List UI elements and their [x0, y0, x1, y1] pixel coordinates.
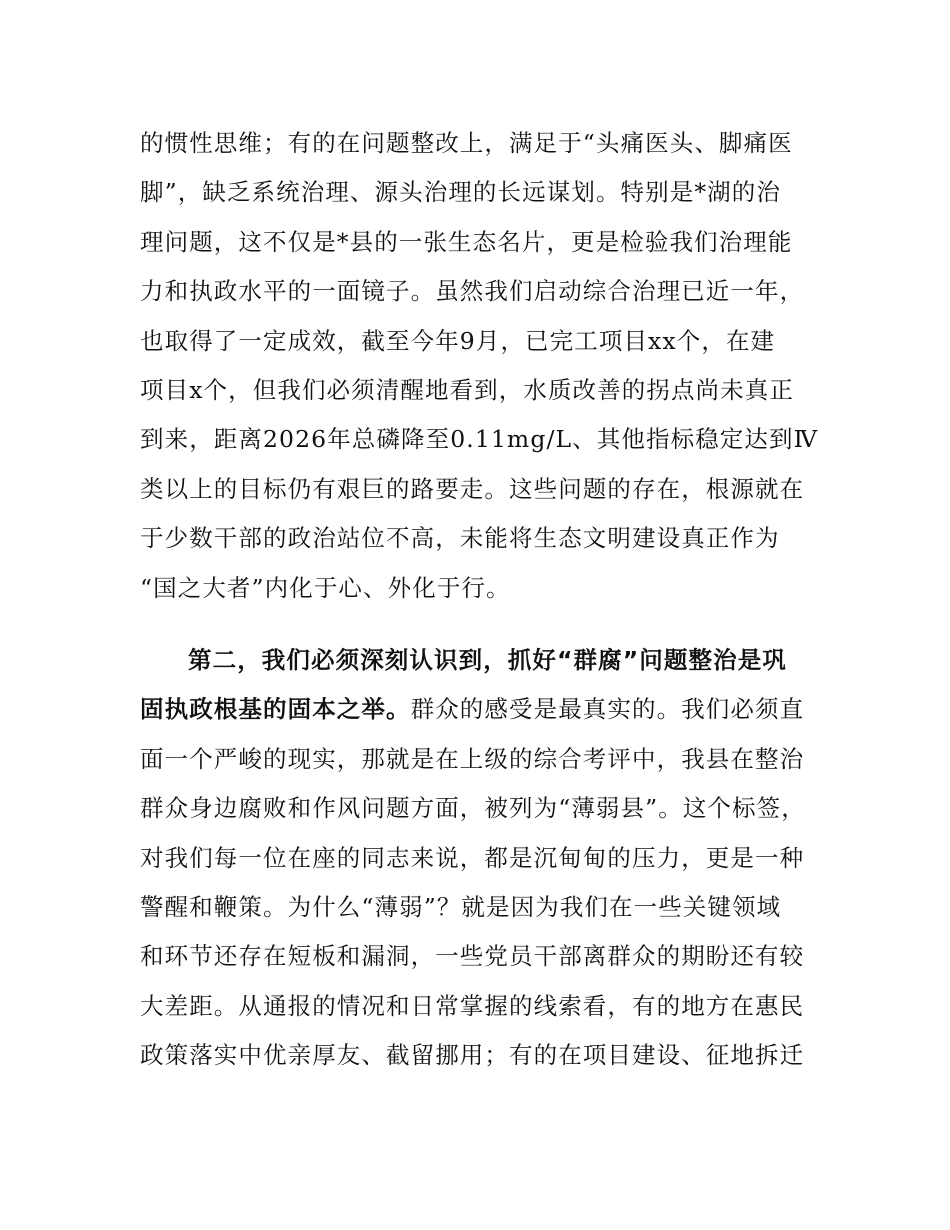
text-line: 到来，距离2026年总磷降至0.11mg/L、其他指标稳定达到Ⅳ	[140, 425, 819, 454]
text-line: 也取得了一定成效，截至今年9月，已完工项目xx个，在建	[140, 326, 776, 355]
text-line: “国之大者”内化于心、外化于行。	[140, 573, 511, 602]
text-line: 项目x个，但我们必须清醒地看到，水质改善的拐点尚未真正	[140, 375, 794, 404]
text-line: 和环节还存在短板和漏洞，一些党员干部离群众的期盼还有较	[140, 942, 805, 971]
text-line: 类以上的目标仍有艰巨的路要走。这些问题的存在，根源就在	[140, 474, 805, 503]
text-line: 于少数干部的政治站位不高，未能将生态文明建设真正作为	[140, 524, 780, 553]
text-line: 理问题，这不仅是*县的一张生态名片，更是检验我们治理能	[140, 227, 793, 256]
text-line: 面一个严峻的现实，那就是在上级的综合考评中，我县在整治	[140, 744, 805, 773]
paragraph-continued	[140, 119, 820, 613]
text-line: 大差距。从通报的情况和日常掌握的线索看，有的地方在惠民	[140, 991, 805, 1020]
text-line: 警醒和鞭策。为什么“薄弱”？就是因为我们在一些关键领域	[140, 892, 782, 921]
text-line: 力和执政水平的一面镜子。虽然我们启动综合治理已近一年，	[140, 277, 805, 306]
paragraph-second-point	[140, 636, 820, 1081]
text-line	[140, 685, 820, 734]
paragraph-heading-end: 固执政根基的固本之举。	[140, 695, 411, 724]
text-line-rest: 群众的感受是最真实的。我们必须直	[410, 695, 805, 724]
text-line: 政策落实中优亲厚友、截留挪用；有的在项目建设、征地拆迁	[140, 1041, 805, 1070]
text-line: 对我们每一位在座的同志来说，都是沉甸甸的压力，更是一种	[140, 843, 805, 872]
paragraph-heading-line: 第二，我们必须深刻认识到，抓好“群腐”问题整治是巩	[188, 646, 787, 674]
text-line: 群众身边腐败和作风问题方面，被列为“薄弱县”。这个标签，	[140, 794, 806, 823]
text-line: 脚”，缺乏系统治理、源头治理的长远谋划。特别是*湖的治	[140, 178, 781, 207]
text-line: 的惯性思维；有的在问题整改上，满足于“头痛医头、脚痛医	[140, 129, 793, 157]
